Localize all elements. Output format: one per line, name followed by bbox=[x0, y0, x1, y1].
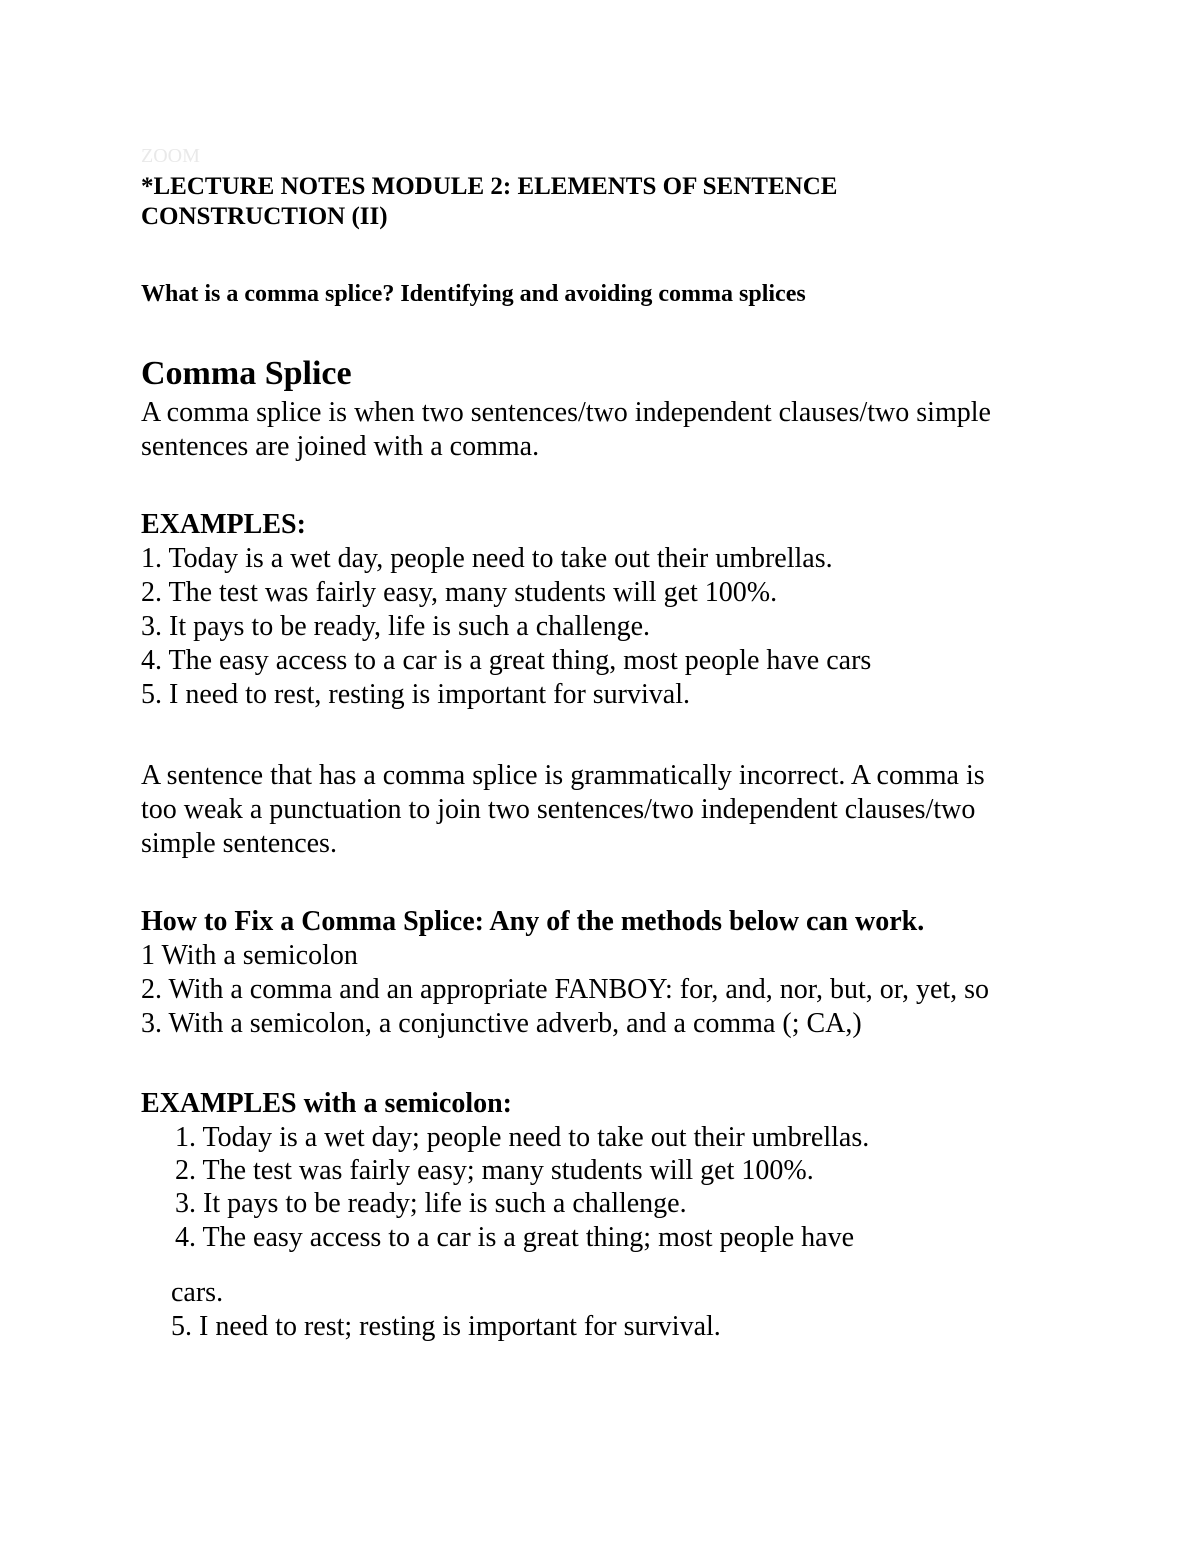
fix-heading: How to Fix a Comma Splice: Any of the methods below can work. bbox=[141, 906, 925, 937]
example-item: 1. Today is a wet day, people need to take out their umbrellas. bbox=[141, 543, 833, 574]
title-line-2: CONSTRUCTION (II) bbox=[141, 203, 388, 230]
title-line-1: *LECTURE NOTES MODULE 2: ELEMENTS OF SENTENCE bbox=[141, 173, 838, 200]
semicolon-example-item: 1. Today is a wet day; people need to take out their umbrellas. bbox=[175, 1122, 870, 1153]
definition-line: A comma splice is when two sentences/two independent clauses/two simple bbox=[141, 397, 991, 428]
fix-method: 1 With a semicolon bbox=[141, 940, 358, 971]
definition-line: sentences are joined with a comma. bbox=[141, 431, 540, 462]
section-heading: Comma Splice bbox=[141, 355, 352, 392]
example-item: 3. It pays to be ready, life is such a challenge. bbox=[141, 611, 651, 642]
fix-method: 3. With a semicolon, a conjunctive adverb, and a comma (; CA,) bbox=[141, 1008, 862, 1039]
fix-method: 2. With a comma and an appropriate FANBOY: for, and, nor, but, or, yet, so bbox=[141, 974, 990, 1005]
example-item: 4. The easy access to a car is a great thing, most people have cars bbox=[141, 645, 872, 676]
semicolon-example-continuation: cars. bbox=[171, 1277, 224, 1308]
semicolon-example-item: 3. It pays to be ready; life is such a challenge. bbox=[175, 1188, 687, 1219]
explanation-line: too weak a punctuation to join two sentences/two independent clauses/two bbox=[141, 794, 976, 825]
zoom-watermark: ZOOM bbox=[141, 145, 200, 167]
subtitle: What is a comma splice? Identifying and avoiding comma splices bbox=[141, 281, 806, 307]
explanation-line: A sentence that has a comma splice is grammatically incorrect. A comma is bbox=[141, 760, 985, 791]
examples-heading: EXAMPLES: bbox=[141, 509, 306, 540]
explanation-line: simple sentences. bbox=[141, 828, 337, 859]
semicolon-example-item: 4. The easy access to a car is a great thing; most people have bbox=[175, 1222, 855, 1253]
example-item: 5. I need to rest, resting is important for survival. bbox=[141, 679, 690, 710]
semicolon-example-item: 5. I need to rest; resting is important for survival. bbox=[171, 1311, 721, 1342]
semicolon-examples-heading: EXAMPLES with a semicolon: bbox=[141, 1088, 512, 1119]
example-item: 2. The test was fairly easy, many students will get 100%. bbox=[141, 577, 778, 608]
semicolon-example-item: 2. The test was fairly easy; many students will get 100%. bbox=[175, 1155, 814, 1186]
